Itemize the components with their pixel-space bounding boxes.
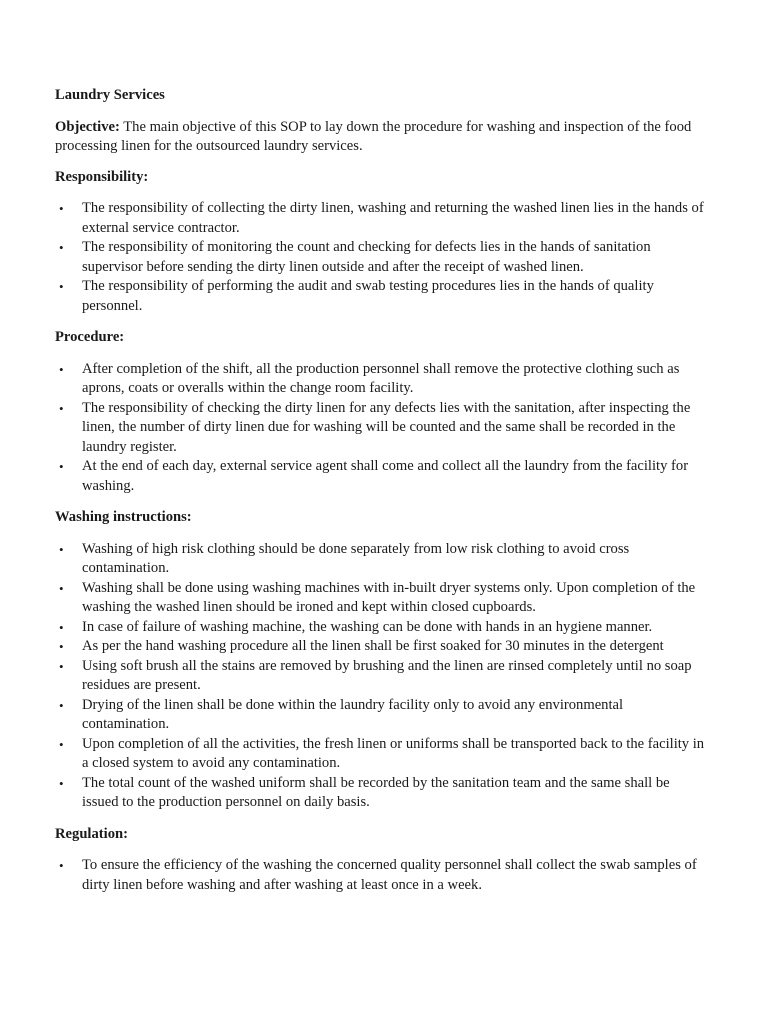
list-item-text: In case of failure of washing machine, the washing can be done with hands in an hygiene manner. (82, 618, 653, 635)
list-item (55, 735, 705, 774)
document-page (55, 86, 705, 907)
bullet-icon: • (59, 736, 64, 752)
list-item (55, 540, 705, 579)
bullet-icon: • (59, 697, 64, 713)
list-item (55, 579, 705, 618)
section-heading: Regulation: (55, 825, 128, 842)
bullet-icon: • (59, 240, 64, 255)
list-item-text: As per the hand washing procedure all the linen shall be first soaked for 30 minutes in the detergent (82, 638, 664, 654)
section-heading: Responsibility: (55, 168, 149, 185)
list-item (55, 657, 705, 696)
document-title: Laundry Services (55, 87, 165, 103)
bullet-list (55, 856, 705, 895)
section-heading: Procedure: (55, 329, 125, 345)
list-item-text: The responsibility of monitoring the count and checking for defects lies in the hands of sanitation supervisor before sending the dirty linen outside and after the receipt of washed linen. (82, 239, 651, 275)
list-item-text: Using soft brush all the stains are removed by brushing and the linen are rinsed completely until no soap residues are present. (82, 657, 692, 693)
bullet-list (55, 540, 705, 813)
bullet-icon: • (59, 361, 64, 377)
bullet-icon: • (59, 858, 64, 873)
bullet-icon: • (59, 580, 64, 596)
bullet-icon: • (59, 541, 64, 557)
list-item-text: At the end of each day, external service agent shall come and collect all the laundry from the facility for washing. (82, 458, 689, 494)
list-item (55, 277, 705, 316)
list-item (55, 199, 705, 238)
list-item-text: The responsibility of performing the audit and swab testing procedures lies in the hands of quality personnel. (82, 278, 654, 314)
section-heading: Washing instructions: (55, 509, 192, 525)
bullet-icon: • (59, 201, 64, 216)
bullet-icon: • (59, 459, 64, 474)
list-item (55, 618, 705, 638)
bullet-icon: • (59, 400, 64, 416)
list-item-text: Drying of the linen shall be done within the laundry facility only to avoid any environmental contamination. (82, 696, 624, 732)
list-item-text: Washing shall be done using washing machines with in-built dryer systems only. Upon completion of the washing the washed linen should be ironed and kept within closed cupboards. (82, 579, 696, 615)
list-item-text: The responsibility of checking the dirty linen for any defects lies with the sanitation, after inspecting the linen, the number of dirty linen due for washing will be counted and the same shall be recorded in the laundry register. (82, 399, 691, 455)
bullet-list (55, 199, 705, 316)
list-item (55, 637, 705, 657)
list-item-text: The responsibility of collecting the dirty linen, washing and returning the washed linen lies in the hands of external service contractor. (82, 200, 704, 236)
objective-paragraph (55, 118, 705, 157)
bullet-icon: • (59, 619, 64, 635)
list-item (55, 360, 705, 399)
list-item-text: Upon completion of all the activities, the fresh linen or uniforms shall be transported back to the facility in a closed system to avoid any contamination. (82, 735, 705, 771)
list-item-text: Washing of high risk clothing should be done separately from low risk clothing to avoid cross contamination. (82, 540, 630, 576)
bullet-list (55, 360, 705, 497)
list-item-text: After completion of the shift, all the production personnel shall remove the protective clothing such as aprons, coats or overalls within the change room facility. (82, 360, 680, 396)
list-item (55, 399, 705, 458)
objective-label: Objective: (55, 118, 120, 135)
list-item (55, 238, 705, 277)
bullet-icon: • (59, 639, 64, 654)
list-item (55, 856, 705, 895)
list-item (55, 774, 705, 813)
list-item-text: The total count of the washed uniform shall be recorded by the sanitation team and the same shall be issued to the production personnel on daily basis. (82, 774, 670, 810)
bullet-icon: • (59, 658, 64, 674)
list-item-text: To ensure the efficiency of the washing the concerned quality personnel shall collect the swab samples of dirty linen before washing and after washing at least once in a week. (82, 857, 697, 893)
bullet-icon: • (59, 279, 64, 294)
objective-text: The main objective of this SOP to lay down the procedure for washing and inspection of the food processing linen for the outsourced laundry services. (55, 118, 692, 154)
bullet-icon: • (59, 775, 64, 791)
sections-container (55, 168, 705, 896)
list-item (55, 457, 705, 496)
list-item (55, 696, 705, 735)
